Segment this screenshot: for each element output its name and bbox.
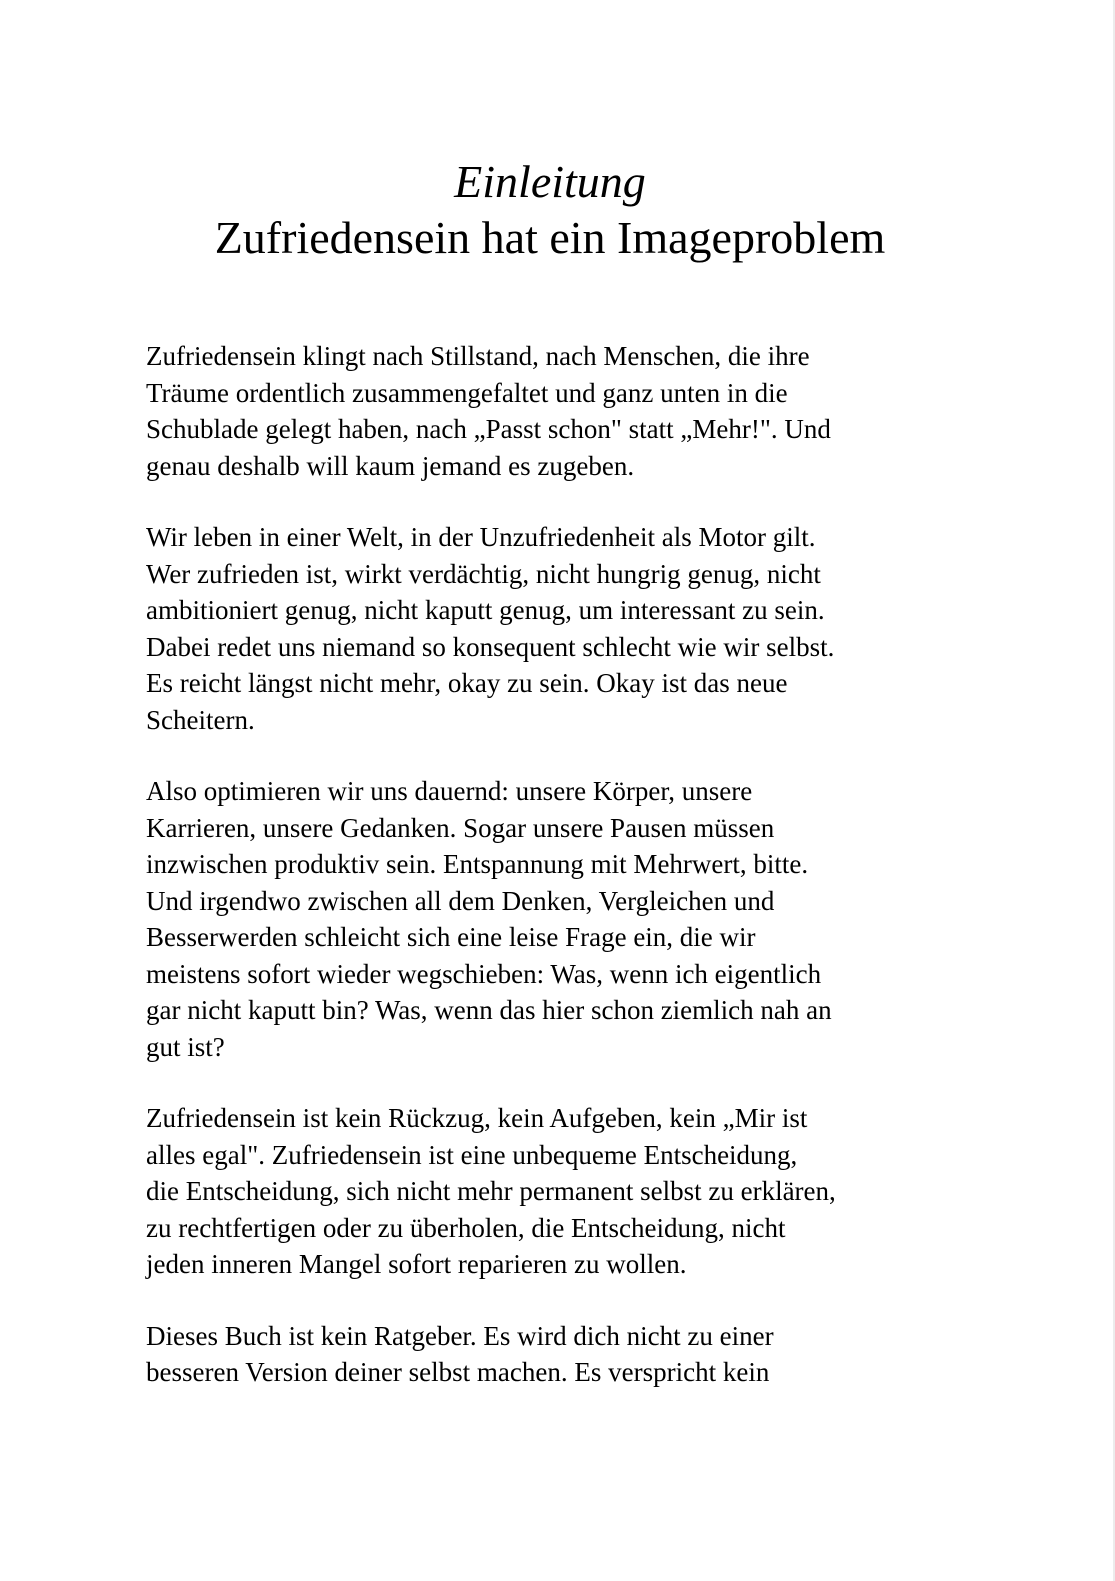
text-line: Zufriedensein klingt nach Stillstand, nach Menschen, die ihre (146, 341, 810, 371)
text-line: ambitioniert genug, nicht kaputt genug, um interessant zu sein. (146, 595, 825, 625)
text-line: Dabei redet uns niemand so konsequent schlecht wie wir selbst. (146, 631, 835, 662)
text-line: Träume ordentlich zusammengefaltet und ganz unten in die (146, 377, 788, 408)
text-line: besseren Version deiner selbst machen. Es verspricht kein (146, 1357, 770, 1387)
text-line: genau deshalb will kaum jemand es zugeben. (146, 450, 635, 481)
text-line: zu rechtfertigen oder zu überholen, die Entscheidung, nicht (146, 1212, 786, 1243)
text-line: gar nicht kaputt bin? Was, wenn das hier schon ziemlich nah an (146, 995, 832, 1025)
paragraph-3 (146, 773, 976, 1065)
chapter-title: Zufriedensein hat ein Imageproblem (214, 212, 886, 263)
paragraph-5 (146, 1318, 976, 1391)
text-line: Wer zufrieden ist, wirkt verdächtig, nicht hungrig genug, nicht (146, 558, 821, 589)
paragraph-1 (146, 338, 976, 484)
chapter-label: Einleitung (454, 156, 646, 207)
text-line: Wir leben in einer Welt, in der Unzufriedenheit als Motor gilt. (146, 522, 816, 552)
paragraph-2 (146, 519, 976, 738)
text-line: Karrieren, unsere Gedanken. Sogar unsere Pausen müssen (146, 812, 775, 843)
text-line: die Entscheidung, sich nicht mehr permanent selbst zu erklären, (146, 1176, 836, 1206)
text-line: Dieses Buch ist kein Ratgeber. Es wird dich nicht zu einer (146, 1320, 774, 1351)
chapter-heading (0, 154, 1100, 266)
text-line: Schublade gelegt haben, nach „Passt schon" statt „Mehr!". Und (146, 414, 831, 444)
text-line: meistens sofort wieder wegschieben: Was, wenn ich eigentlich (146, 958, 822, 989)
text-line: inzwischen produktiv sein. Entspannung mit Mehrwert, bitte. (146, 849, 809, 879)
text-line: Besserwerden schleicht sich eine leise Frage ein, die wir (146, 922, 756, 952)
text-line: gut ist? (146, 1031, 225, 1062)
text-line: Also optimieren wir uns dauernd: unsere Körper, unsere (146, 776, 753, 806)
text-line: Zufriedensein ist kein Rückzug, kein Aufgeben, kein „Mir ist (146, 1103, 808, 1133)
text-line: Und irgendwo zwischen all dem Denken, Vergleichen und (146, 885, 775, 916)
text-line: jeden inneren Mangel sofort reparieren zu wollen. (146, 1249, 687, 1279)
text-line: Es reicht längst nicht mehr, okay zu sein. Okay ist das neue (146, 668, 788, 698)
text-line: Scheitern. (146, 704, 255, 735)
text-line: alles egal". Zufriedensein ist eine unbequeme Entscheidung, (146, 1139, 798, 1170)
paragraph-4 (146, 1100, 976, 1283)
body-text (146, 338, 976, 1426)
